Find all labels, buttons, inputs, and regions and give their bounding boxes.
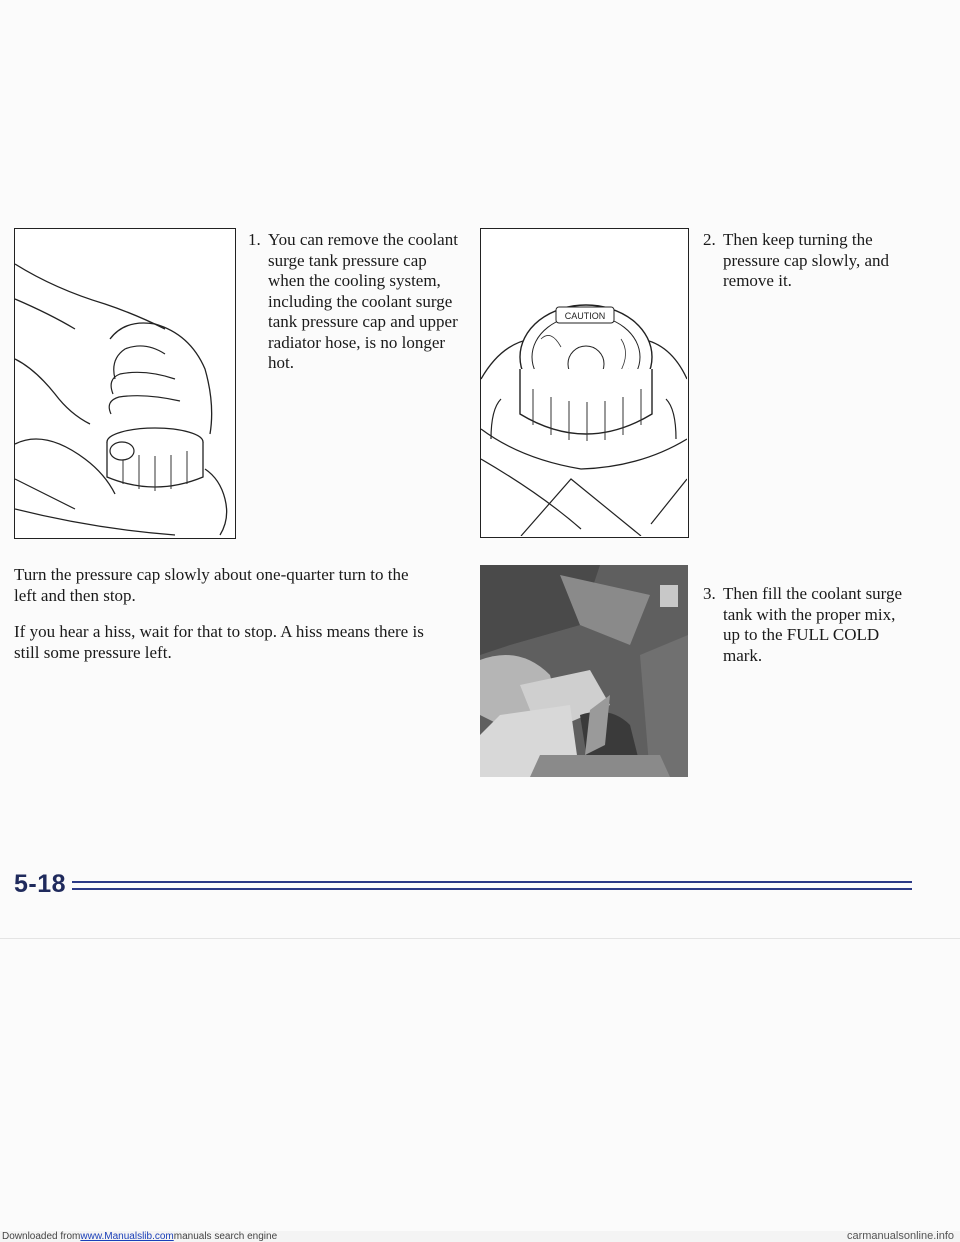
download-banner [0,1231,960,1242]
step-3 [703,584,908,666]
step-text: Then keep turning the pressure cap slowly, and remove it. [723,230,890,290]
step-text: You can remove the coolant surge tank pressure cap when the cooling system, including the coolant surge tank pressure cap and upper radiator hose, is no longer hot. [268,230,458,372]
photo-drawing [480,565,688,777]
paragraph-hiss: If you hear a hiss, wait for that to stop. A hiss means there is still some pressure left. [14,622,424,662]
step-2 [703,230,908,292]
photo-filling-tank [480,565,688,777]
step-number: 1. [248,230,261,249]
page-number: 5-18 [14,870,67,898]
manualslib-link[interactable]: www.Manualslib.com [80,1231,174,1242]
footer-rule-bottom [72,888,912,890]
step-number: 2. [703,230,716,249]
banner-prefix: Downloaded from [2,1231,81,1242]
step-text: Then fill the coolant surge tank with the proper mix, up to the FULL COLD mark. [723,584,903,665]
illustration-hand-on-cap [14,228,236,539]
hand-cap-drawing [15,229,234,537]
cap-warning-label: CAUTION [564,311,606,321]
paragraph-turn-cap: Turn the pressure cap slowly about one-quarter turn to the left and then stop. [14,565,409,605]
illustration-cap-closeup [480,228,689,538]
watermark: carmanualsonline.info [846,1230,954,1242]
step-number: 3. [703,584,716,603]
footer-rule-top [72,881,912,883]
cap-drawing [481,229,687,536]
scan-edge-line [0,938,960,939]
banner-suffix: manuals search engine [173,1231,278,1242]
step-1 [248,230,463,374]
